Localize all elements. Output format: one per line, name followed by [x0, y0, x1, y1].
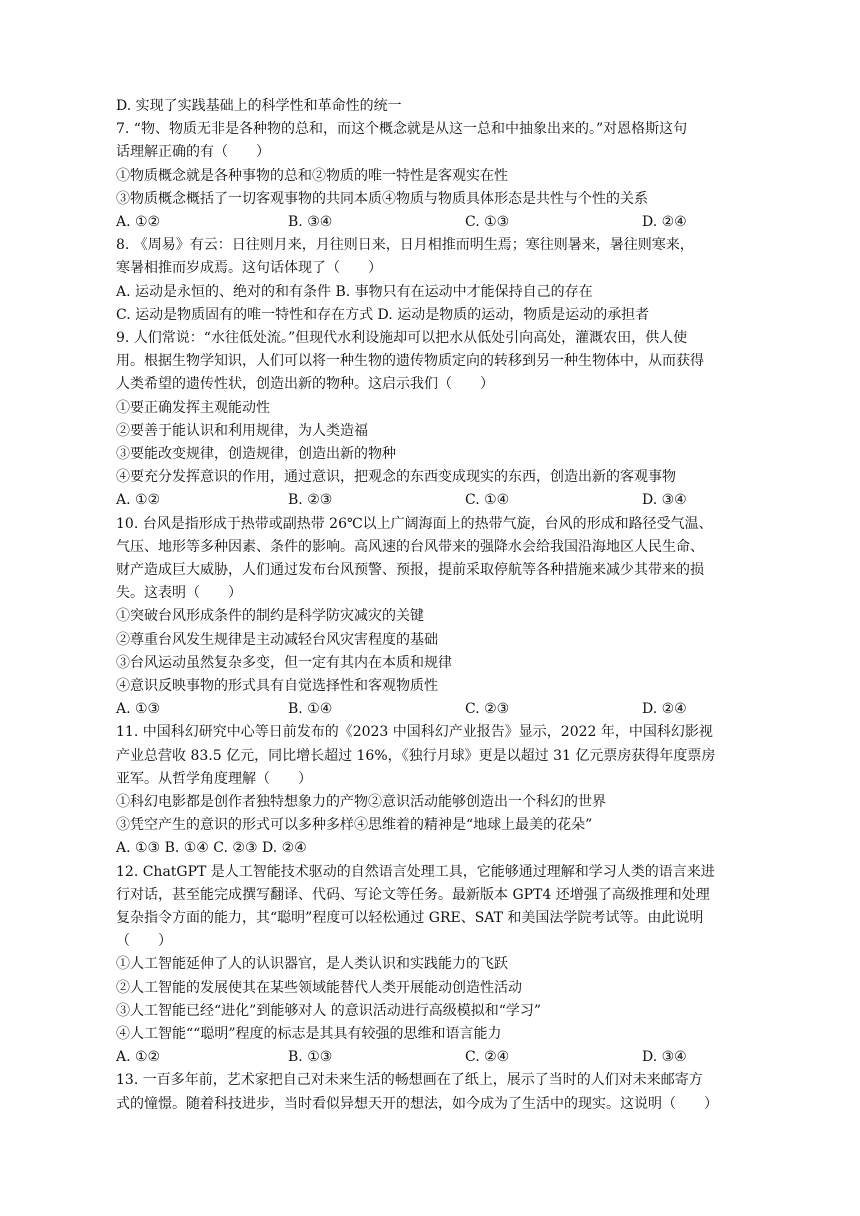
- text-line: 气压、地形等多种因素、条件的影响。高风速的台风带来的强降水会给我国沿海地区人民生命、: [116, 538, 704, 555]
- text-line: ③台风运动虽然复杂多变，但一定有其内在本质和规律: [116, 654, 452, 671]
- text-line: 寒暑相推而岁成焉。这句话体现了（ ）: [116, 260, 382, 277]
- text-line: 9. 人们常说：“水往低处流。”但现代水利设施却可以把水从低处引向高处，灌溉农田，供人使: [116, 330, 688, 347]
- text-line: ③人工智能已经“进化”到能够对人 的意识活动进行高级模拟和“学习”: [116, 1002, 542, 1019]
- text-line: ①要正确发挥主观能动性: [116, 399, 270, 416]
- answer-option-c: C. ②④: [465, 1049, 510, 1066]
- answer-options-row: [116, 698, 746, 721]
- text-line: ①人工智能延伸了人的认识器官，是人类认识和实践能力的飞跃: [116, 956, 508, 973]
- answer-option-d: D. ③④: [642, 492, 687, 509]
- answer-option-a: A. ①②: [116, 1049, 161, 1066]
- text-line: 13. 一百多年前，艺术家把自己对未来生活的畅想画在了纸上，展示了当时的人们对未来邮寄方: [116, 1072, 703, 1089]
- text-line: 8. 《周易》有云：日往则月来，月往则日来，日月相推而明生焉；寒往则暑来，暑往则寒来，: [116, 237, 694, 254]
- text-line: ②要善于能认识和利用规律，为人类造福: [116, 422, 368, 439]
- text-line: ①科幻电影都是创作者独特想象力的产物②意识活动能够创造出一个科幻的世界: [116, 794, 606, 811]
- text-line: ①突破台风形成条件的制约是科学防灾减灾的关键: [116, 608, 424, 625]
- text-line: 话理解正确的有（ ）: [116, 144, 270, 161]
- text-line: A. ①③ B. ①④ C. ②③ D. ②④: [116, 840, 307, 857]
- answer-option-b: B. ①③: [288, 1049, 333, 1066]
- text-line: 11. 中国科幻研究中心等日前发布的《2023 中国科幻产业报告》显示，2022 年，中国科幻影视: [116, 724, 713, 741]
- text-line: 失。这表明（ ）: [116, 585, 242, 602]
- text-line: ③要能改变规律，创造规律，创造出新的物种: [116, 446, 396, 463]
- text-line: ②尊重台风发生规律是主动减轻台风灾害程度的基础: [116, 631, 438, 648]
- text-line: 复杂指令方面的能力，其“聪明”程度可以轻松通过 GRE、SAT 和美国法学院考试等。由此说明: [116, 910, 704, 927]
- text-line: （ ）: [116, 933, 172, 950]
- text-line: 行对话，甚至能完成撰写翻译、代码、写论文等任务。最新版本 GPT4 还增强了高级推理和处理: [116, 886, 710, 903]
- text-line: 式的憧憬。随着科技进步，当时看似异想天开的想法，如今成为了生活中的现实。这说明（ ）: [116, 1095, 718, 1112]
- answer-option-b: B. ③④: [288, 214, 333, 231]
- text-line: 12. ChatGPT 是人工智能技术驱动的自然语言处理工具，它能够通过理解和学习人类的语言来进: [116, 863, 715, 880]
- answer-options-row: [116, 1046, 746, 1069]
- answer-option-a: A. ①③: [116, 701, 161, 718]
- answer-option-c: C. ①③: [465, 214, 510, 231]
- answer-option-a: A. ①②: [116, 492, 161, 509]
- text-line: ④要充分发挥意识的作用，通过意识，把观念的东西变成现实的东西，创造出新的客观事物: [116, 469, 676, 486]
- text-line: ①物质概念就是各种事物的总和②物质的唯一特性是客观实在性: [116, 167, 508, 184]
- answer-option-d: D. ②④: [642, 701, 687, 718]
- text-line: ②人工智能的发展使其在某些领域能替代人类开展能动创造性活动: [116, 979, 522, 996]
- text-line: A. 运动是永恒的、绝对的和有条件 B. 事物只有在运动中才能保持自己的存在: [116, 283, 593, 300]
- text-line: ③凭空产生的意识的形式可以多种多样④思维着的精神是“地球上最美的花朵”: [116, 817, 593, 834]
- answer-option-c: C. ②③: [465, 701, 510, 718]
- answer-option-c: C. ①④: [465, 492, 510, 509]
- answer-options-row: [116, 489, 746, 512]
- text-line: 7. “物、物质无非是各种物的总和，而这个概念就是从这一总和中抽象出来的。”对恩格斯这句: [116, 121, 688, 138]
- text-line: ④人工智能““聪明”程度的标志是其具有较强的思维和语言能力: [116, 1026, 502, 1043]
- text-line: ④意识反映事物的形式具有自觉选择性和客观物质性: [116, 678, 438, 695]
- answer-options-row: [116, 211, 746, 234]
- answer-option-d: D. ②④: [642, 214, 687, 231]
- text-line: D. 实现了实践基础上的科学性和革命性的统一: [116, 98, 402, 114]
- text-line: 人类希望的遗传性状，创造出新的物种。这启示我们（ ）: [116, 376, 494, 393]
- text-line: ③物质概念概括了一切客观事物的共同本质④物质与物质具体形态是共性与个性的关系: [116, 190, 648, 207]
- text-line: 10. 台风是指形成于热带或副热带 26℃以上广阔海面上的热带气旋，台风的形成和路径受气温、: [116, 515, 713, 532]
- answer-option-a: A. ①②: [116, 214, 161, 231]
- exam-page: [116, 95, 746, 1116]
- text-line: C. 运动是物质固有的唯一特性和存在方式 D. 运动是物质的运动，物质是运动的承担者: [116, 306, 650, 323]
- text-line: 财产造成巨大威胁，人们通过发布台风预警、预报，提前采取停航等各种措施来减少其带来的损: [116, 562, 704, 579]
- text-line: 产业总营收 83.5 亿元，同比增长超过 16%，《独行月球》更是以超过 31 亿元票房获得年度票房: [116, 747, 716, 764]
- text-line: 亚军。从哲学角度理解（ ）: [116, 770, 312, 787]
- answer-option-b: B. ②③: [288, 492, 333, 509]
- answer-option-d: D. ③④: [642, 1049, 687, 1066]
- text-line: 用。根据生物学知识，人们可以将一种生物的遗传物质定向的转移到另一种生物体中，从而获得: [116, 353, 704, 370]
- answer-option-b: B. ①④: [288, 701, 333, 718]
